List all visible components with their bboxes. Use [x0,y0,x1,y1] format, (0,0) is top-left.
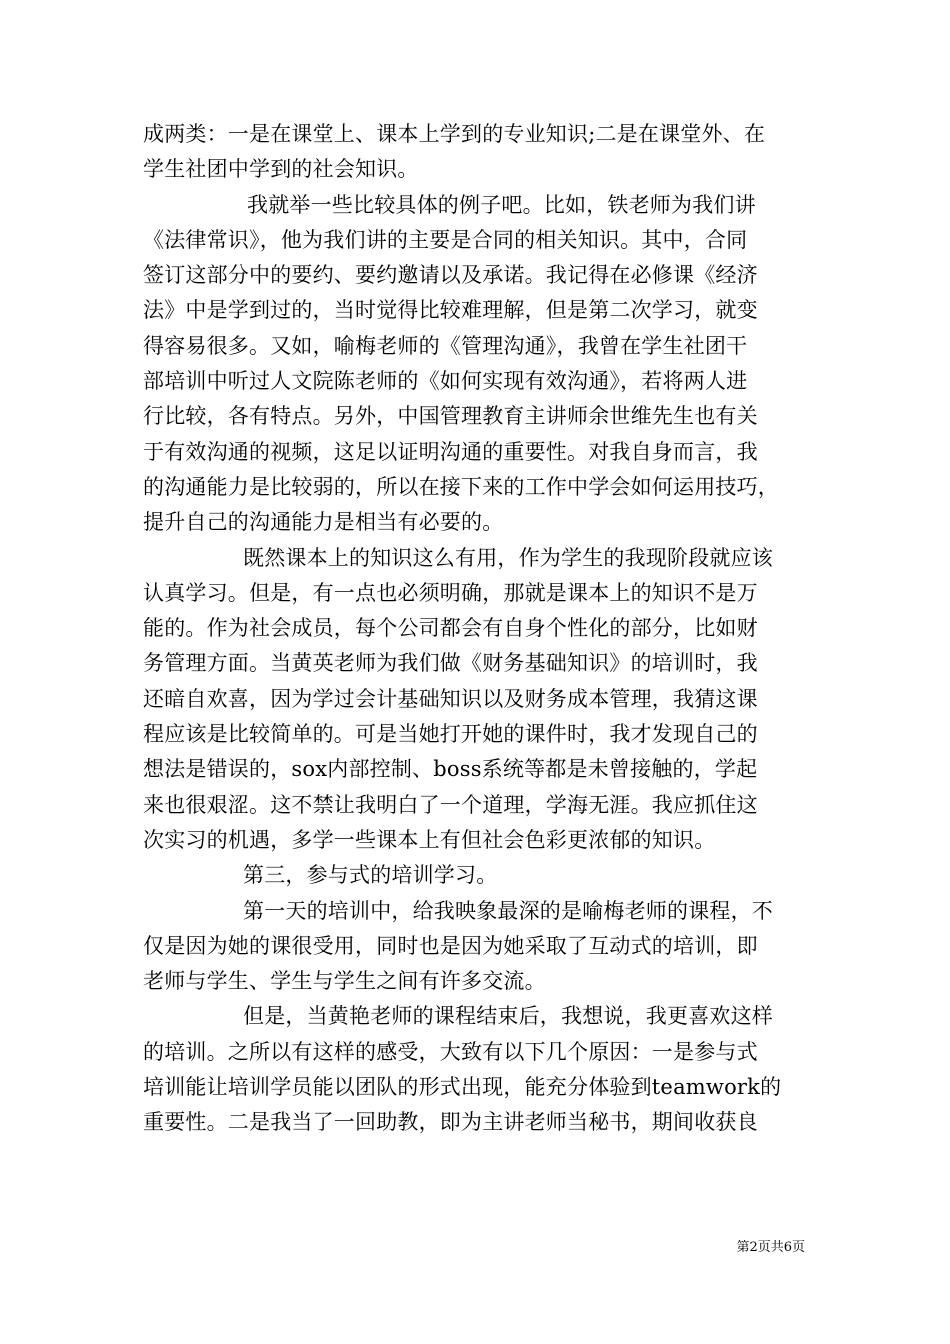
paragraph [143,541,809,859]
text-line: 还暗自欢喜，因为学过会计基础知识以及财务成本管理，我猜这课 [143,686,758,711]
text-line: 既然课本上的知识这么有用，作为学生的我现阶段就应该 [243,545,773,570]
paragraph [143,188,809,541]
text-line: 仅是因为她的课很受用，同时也是因为她采取了互动式的培训，即 [143,933,758,958]
text-line: 老师与学生、学生与学生之间有许多交流。 [143,969,546,994]
text-line: 想法是错误的，sox内部控制、boss系统等都是未曾接触的，学起 [143,757,758,782]
document-body [143,117,809,1141]
text-line: 我就举一些比较具体的例子吧。比如，铁老师为我们讲 [247,192,756,217]
text-line: 得容易很多。又如，喻梅老师的《管理沟通》，我曾在学生社团干 [143,333,748,358]
text-line: 但是，当黄艳老师的课程结束后，我想说，我更喜欢这样 [243,1004,773,1029]
text-line: 次实习的机遇，多学一些课本上有但社会色彩更浓郁的知识。 [143,827,716,852]
text-line: 第三，参与式的培训学习。 [243,863,498,888]
paragraph [143,117,809,188]
text-line: 重要性。二是我当了一回助教，即为主讲老师当秘书，期间收获良 [143,1110,758,1135]
text-line: 第一天的培训中，给我映象最深的是喻梅老师的课程，不 [243,898,773,923]
text-line: 认真学习。但是，有一点也必须明确，那就是课本上的知识不是万 [143,580,758,605]
text-line: 来也很艰涩。这不禁让我明白了一个道理，学海无涯。我应抓住这 [143,792,758,817]
text-line: 提升自己的沟通能力是相当有必要的。 [143,510,504,535]
text-line: 行比较，各有特点。另外，中国管理教育主讲师余世维先生也有关 [143,404,758,429]
text-line: 程应该是比较简单的。可是当她打开她的课件时，我才发现自己的 [143,722,758,747]
text-line: 法》中是学到过的，当时觉得比较难理解，但是第二次学习，就变 [143,298,758,323]
text-line: 学生社团中学到的社会知识。 [143,157,419,182]
paragraph [143,894,809,1000]
page-number-footer: 第2页共6页 [736,1240,805,1255]
text-line: 培训能让培训学员能以团队的形式出现，能充分体验到teamwork的 [143,1075,782,1100]
text-line: 签订这部分中的要约、要约邀请以及承诺。我记得在必修课《经济 [143,263,758,288]
text-line: 于有效沟通的视频，这足以证明沟通的重要性。对我自身而言，我 [143,439,758,464]
paragraph [143,999,809,1140]
section-heading [143,858,809,893]
text-line: 《法律常识》，他为我们讲的主要是合同的相关知识。其中，合同 [143,227,748,252]
text-line: 部培训中听过人文院陈老师的《如何实现有效沟通》，若将两人进 [143,369,748,394]
text-line: 成两类：一是在课堂上、课本上学到的专业知识;二是在课堂外、在 [143,122,766,146]
text-line: 能的。作为社会成员，每个公司都会有自身个性化的部分，比如财 [143,616,758,641]
text-line: 的沟通能力是比较弱的，所以在接下来的工作中学会如何运用技巧， [143,474,779,499]
text-line: 务管理方面。当黄英老师为我们做《财务基础知识》的培训时，我 [143,651,758,676]
text-line: 的培训。之所以有这样的感受，大致有以下几个原因：一是参与式 [143,1039,758,1064]
